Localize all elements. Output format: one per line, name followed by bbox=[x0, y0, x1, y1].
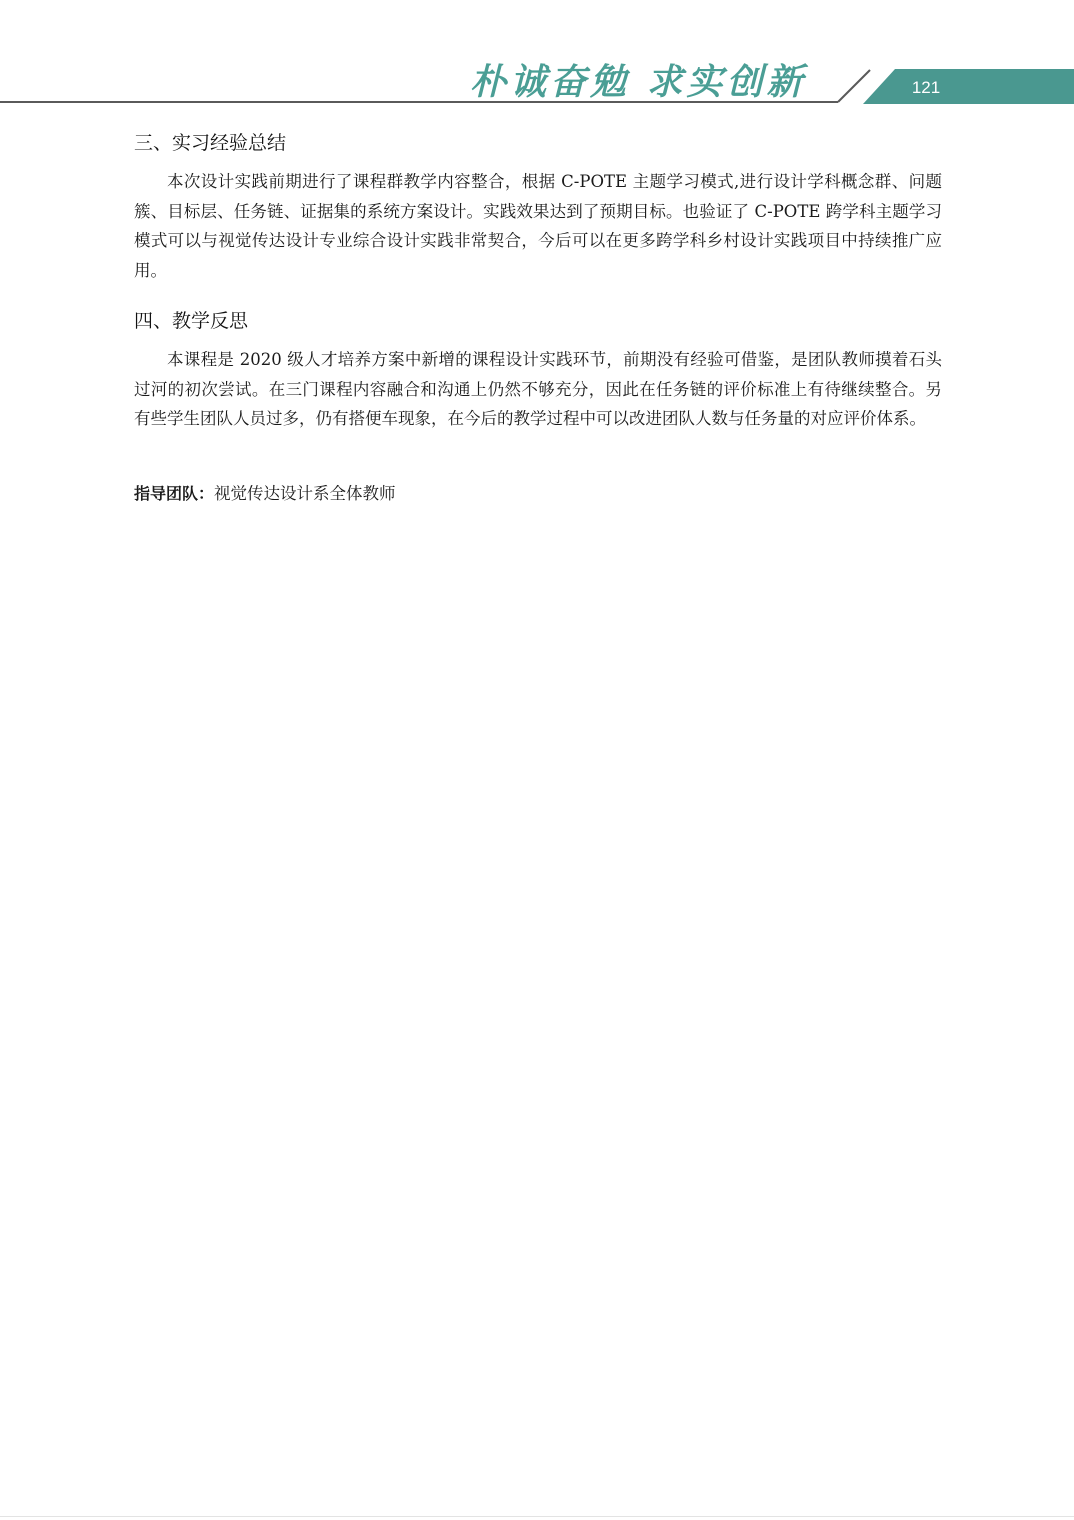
page-content bbox=[134, 125, 942, 508]
page-number: 121 bbox=[911, 78, 941, 97]
section-heading-teaching-reflection: 四、教学反思 bbox=[134, 310, 249, 332]
section-paragraph-experience-summary: 本次设计实践前期进行了课程群教学内容整合，根据 C-POTE 主题学习模式,进行设计学科概念群、问题簇、目标层、任务链、证据集的系统方案设计。实践效果达到了预期目标。也验证了 C-POTE 跨学科主题学习模式可以与视觉传达设计专业综合设计实践非常契合，今后可以在更多跨学科乡村设计实践项目中持续推广应用。 bbox=[134, 172, 942, 280]
page-bottom-edge bbox=[0, 1516, 1074, 1517]
page-number-tab bbox=[863, 69, 1074, 104]
page-tab-shape bbox=[863, 69, 1074, 104]
section-paragraph-teaching-reflection: 本课程是 2020 级人才培养方案中新增的课程设计实践环节，前期没有经验可借鉴，是团队教师摸着石头过河的初次尝试。在三门课程内容融合和沟通上仍然不够充分，因此在任务链的评价标准上有待继续整合。另有些学生团队人员过多，仍有搭便车现象，在今后的教学过程中可以改进团队人数与任务量的对应评价体系。 bbox=[134, 350, 942, 428]
section-heading-experience-summary: 三、实习经验总结 bbox=[134, 132, 287, 154]
page-header bbox=[0, 0, 1074, 110]
guidance-team-value: 视觉传达设计系全体教师 bbox=[214, 483, 396, 503]
guidance-team-label: 指导团队： bbox=[134, 483, 215, 503]
guidance-team bbox=[134, 480, 942, 508]
header-motto: 朴诚奋勉 求实创新 bbox=[470, 61, 807, 103]
